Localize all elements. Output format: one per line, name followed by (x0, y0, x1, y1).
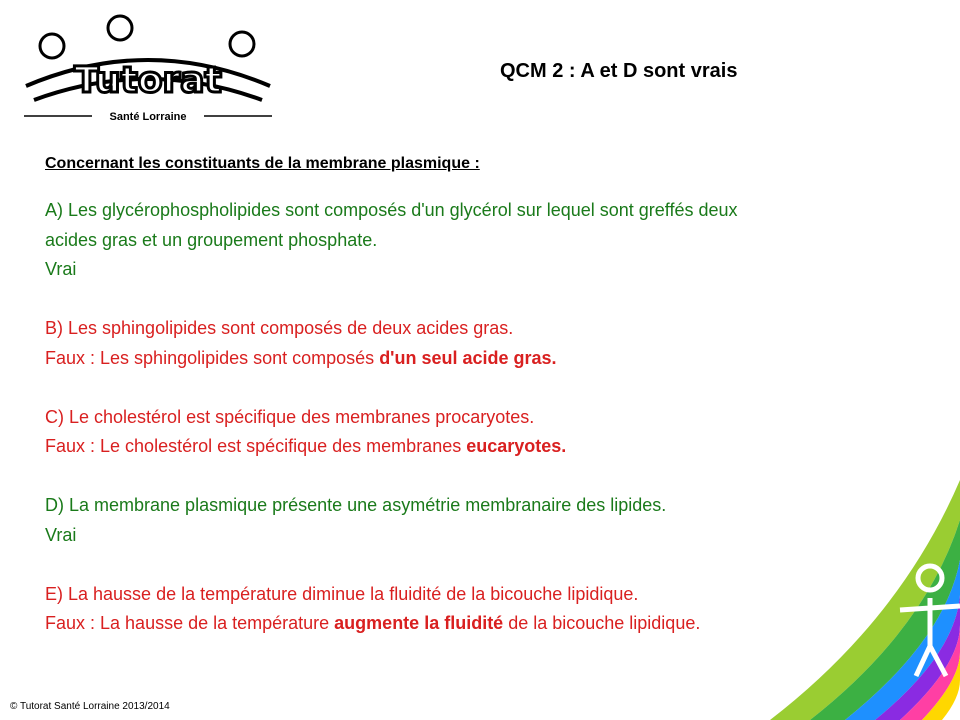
item-c-statement: C) Le cholestérol est spécifique des membranes procaryotes. (45, 406, 535, 427)
logo-subtitle: Santé Lorraine (109, 111, 187, 123)
tutorat-logo (20, 14, 276, 126)
item-a-verdict: Vrai (45, 259, 77, 279)
item-c-verdict: Faux : Le cholestérol est spécifique des membranes eucaryotes. (45, 436, 567, 456)
item-e-verdict: Faux : La hausse de la température augmente la fluidité de la bicouche lipidique. (45, 613, 701, 633)
item-b-correction: d'un seul acide gras. (379, 347, 557, 368)
item-d-statement: D) La membrane plasmique présente une asymétrie membranaire des lipides. (45, 495, 667, 515)
item-b-verdict: Faux : Les sphingolipides sont composés d'un seul acide gras. (45, 347, 557, 368)
item-d-verdict: Vrai (45, 524, 77, 545)
item-a-statement-cont: acides gras et un groupement phosphate. (45, 229, 378, 250)
item-e-correction: augmente la fluidité (334, 613, 504, 633)
item-a-statement: A) Les glycérophospholipides sont composés d'un glycérol sur lequel sont greffés deux (45, 200, 738, 220)
item-c-correction: eucaryotes. (466, 436, 567, 456)
rainbow-decoration (750, 480, 960, 720)
logo-wordmark: Tutorat (74, 60, 222, 101)
question-heading: Concernant les constituants de la membrane plasmique : (45, 155, 480, 172)
item-e-statement: E) La hausse de la température diminue la fluidité de la bicouche lipidique. (45, 583, 639, 604)
slide-title: QCM 2 : A et D sont vrais (500, 60, 738, 82)
item-b-statement: B) Les sphingolipides sont composés de deux acides gras. (45, 318, 514, 338)
copyright-footer: © Tutorat Santé Lorraine 2013/2014 (10, 701, 170, 712)
